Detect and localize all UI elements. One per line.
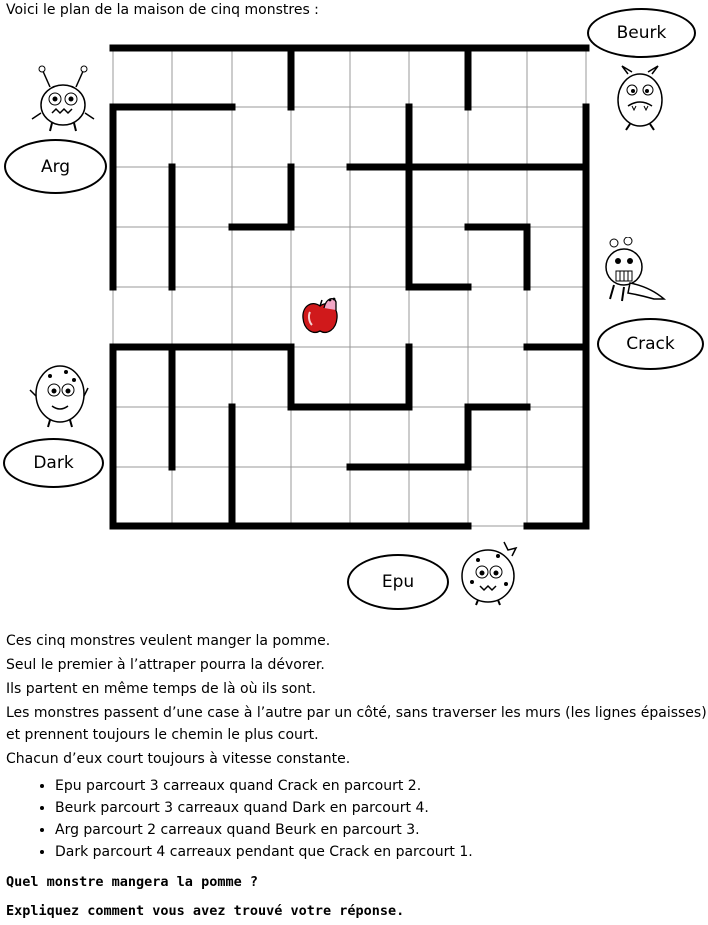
question-text: Quel monstre mangera la pomme ? bbox=[6, 874, 258, 890]
crack-monster-icon bbox=[600, 237, 668, 305]
paragraph: Ces cinq monstres veulent manger la pomme. bbox=[6, 633, 331, 649]
list-item: • Arg parcourt 2 carreaux quand Beurk en parcourt 3. bbox=[55, 819, 473, 841]
apple-icon bbox=[303, 298, 337, 333]
paragraph: Les monstres passent d’une case à l’autre par un côté, sans traverser les murs (les lignes épaisses) bbox=[6, 705, 707, 721]
crack-label: Crack bbox=[597, 318, 704, 370]
speed-rules-list bbox=[0, 775, 473, 863]
instruction-text: Expliquez comment vous avez trouvé votre réponse. bbox=[6, 903, 405, 919]
intro-text: Voici le plan de la maison de cinq monstres : bbox=[6, 2, 319, 18]
dark-monster-icon bbox=[28, 360, 90, 428]
arg-label: Arg bbox=[4, 139, 107, 194]
dark-label: Dark bbox=[3, 438, 104, 488]
epu-label: Epu bbox=[347, 554, 449, 610]
list-item: • Dark parcourt 4 carreaux pendant que Crack en parcourt 1. bbox=[55, 841, 473, 863]
paragraph: Chacun d’eux court toujours à vitesse constante. bbox=[6, 751, 351, 767]
beurk-label: Beurk bbox=[587, 8, 696, 58]
paragraph: Seul le premier à l’attraper pourra la dévorer. bbox=[6, 657, 325, 673]
list-item: • Beurk parcourt 3 carreaux quand Dark en parcourt 4. bbox=[55, 797, 473, 819]
paragraph: Ils partent en même temps de là où ils sont. bbox=[6, 681, 317, 697]
beurk-monster-icon bbox=[610, 64, 670, 132]
problem-statement bbox=[6, 630, 707, 770]
list-item: • Epu parcourt 3 carreaux quand Crack en parcourt 2. bbox=[55, 775, 473, 797]
arg-monster-icon bbox=[28, 63, 98, 133]
grid-lines bbox=[113, 48, 586, 526]
paragraph: et prennent toujours le chemin le plus court. bbox=[6, 727, 319, 743]
epu-monster-icon bbox=[458, 538, 524, 606]
